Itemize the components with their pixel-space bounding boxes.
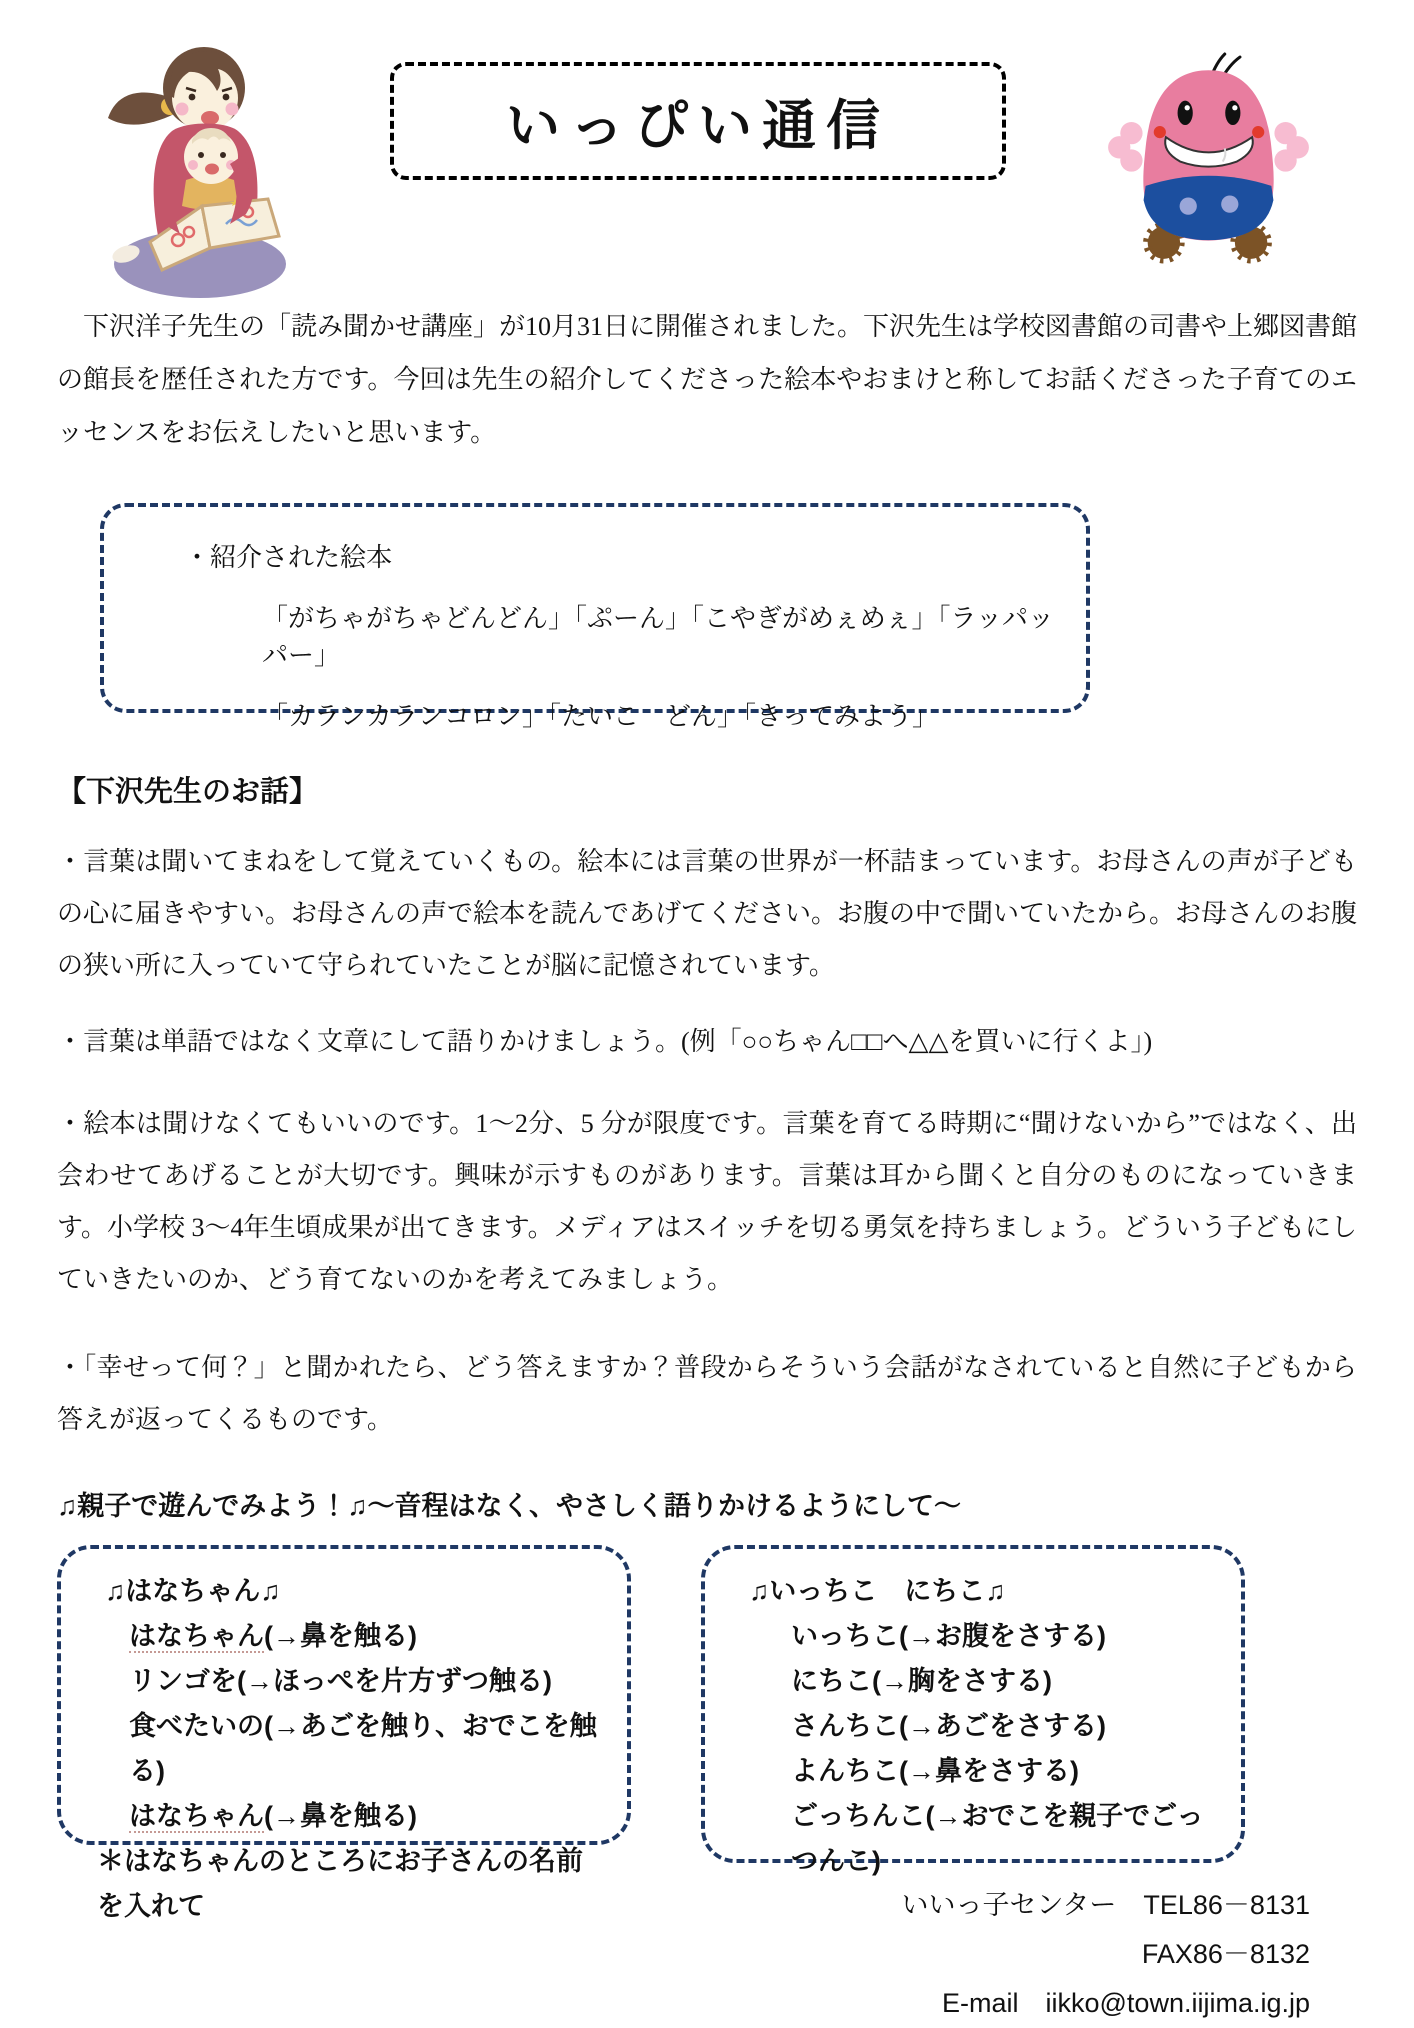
hana-line bbox=[129, 1659, 609, 1704]
hana-box-note: ＊はなちゃんのところにお子さんの名前を入れて bbox=[97, 1846, 583, 1921]
footer-fax: FAX86－8132 bbox=[1141, 1939, 1310, 1969]
page-title: いっぴい通信 bbox=[506, 95, 890, 156]
hana-line-word: はなちゃん bbox=[129, 1621, 264, 1651]
ichiko-box-title: ♫いっちこ にちこ♫ bbox=[749, 1576, 1006, 1606]
hana-chan-box bbox=[57, 1545, 631, 1921]
talk-bullet-2: ・言葉は単語ではなく文章にして語りかけましょう。(例「○○ちゃん□□へ△△を買いに行くよ」) bbox=[57, 1027, 1153, 1056]
hana-line-action: (→鼻を触る) bbox=[264, 1621, 417, 1651]
hana-line-word: はなちゃん bbox=[129, 1801, 264, 1831]
hana-line bbox=[129, 1614, 609, 1659]
hana-line-action: リンゴを(→ほっぺを片方ずつ触る) bbox=[129, 1666, 552, 1696]
hana-line bbox=[129, 1794, 609, 1839]
content bbox=[0, 300, 1414, 2028]
talk-bullet-1: ・言葉は聞いてまねをして覚えていくもの。絵本には言葉の世界が一杯詰まっています。お母さんの声が子どもの心に届きやすい。お母さんの声で絵本を読んであげてください。お腹の中で聞いていたから。お母さんのお腹の狭い所に入っていて守られていたことが脳に記憶されています。 bbox=[57, 847, 1358, 980]
footer-center-tel: いいっ子センター TEL86－8131 bbox=[901, 1890, 1310, 1920]
books-box bbox=[100, 503, 1090, 731]
ichiko-line: いっちこ(→お腹をさする) bbox=[791, 1621, 1106, 1651]
header bbox=[0, 0, 1414, 300]
mother-baby-reading-illustration bbox=[80, 36, 332, 300]
books-line-2: 「カランカランコロン」「たいこ どん」「きってみよう」 bbox=[262, 702, 939, 731]
ichiko-line: よんちこ(→鼻をさする) bbox=[791, 1756, 1079, 1786]
books-line-1: 「がちゃがちゃどんどん」「ぷーん」「こやぎがめぇめぇ」「ラッパッパー」 bbox=[262, 604, 1054, 670]
hana-line bbox=[129, 1704, 609, 1794]
talk-bullet-3: ・絵本は聞けなくてもいいのです。1～2分、5 分が限度です。言葉を育てる時期に“聞けないから”ではなく、出会わせてあげることが大切です。興味が示すものがあります。言葉は耳から聞くと自分のものになっていきます。小学校 3～4年生頃成果が出てきます。メディアはスイッチを切る勇気を持ちましょう。どういう子どもにしていきたいのか、どう育てないのかを考えてみましょう。 bbox=[57, 1109, 1357, 1294]
play-heading: ♫親子で遊んでみよう！♫～音程はなく、やさしく語りかけるようにして～ bbox=[57, 1491, 961, 1521]
mascot-illustration bbox=[1106, 52, 1311, 267]
talk-bullet-4: ・「幸せって何？」と聞かれたら、どう答えますか？普段からそういう会話がなされていると自然に子どもから答えが返ってくるものです。 bbox=[57, 1353, 1357, 1434]
intro-paragraph: 下沢洋子先生の「読み聞かせ講座」が10月31日に開催されました。下沢先生は学校図書館の司書や上郷図書館の館長を歴任された方です。今回は先生の紹介してくださった絵本やおまけと称してお話くださった子育てのエッセンスをお伝えしたいと思います。 bbox=[57, 312, 1358, 447]
ichiko-nichiko-box bbox=[701, 1545, 1245, 1876]
title-box bbox=[390, 62, 1006, 180]
ichiko-line: さんちこ(→あごをさする) bbox=[791, 1711, 1106, 1741]
footer-email: E-mail iikko@town.iijima.ig.jp bbox=[942, 1988, 1310, 2018]
books-heading: ・紹介された絵本 bbox=[184, 543, 393, 572]
ichiko-line: にちこ(→胸をさする) bbox=[791, 1666, 1052, 1696]
ichiko-line: ごっちんこ(→おでこを親子でごっつんこ) bbox=[791, 1801, 1204, 1876]
hana-line-action: (→鼻を触る) bbox=[264, 1801, 417, 1831]
hana-box-title: ♫はなちゃん♫ bbox=[105, 1576, 281, 1606]
talk-heading: 【下沢先生のお話】 bbox=[57, 776, 319, 808]
hana-line-action: 食べたいの(→あごを触り、おでこを触る) bbox=[129, 1711, 597, 1786]
